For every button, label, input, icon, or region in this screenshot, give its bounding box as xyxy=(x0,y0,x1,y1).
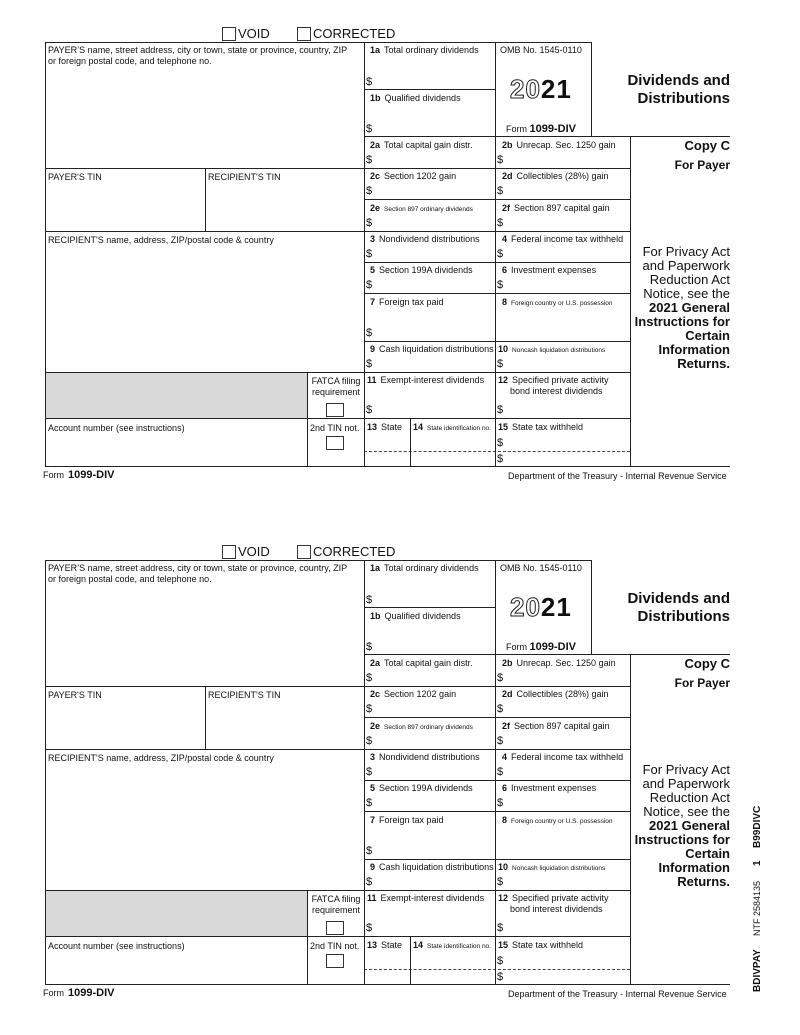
fatca-checkbox[interactable] xyxy=(326,921,344,935)
box-6-label: 6 Investment expenses xyxy=(502,783,597,793)
shaded-area xyxy=(45,891,307,936)
box-4-label: 4 Federal income tax withheld xyxy=(502,752,624,762)
footer-form-label: Form 1099-DIV xyxy=(43,987,115,999)
box-9-dollar: $ xyxy=(366,358,373,370)
side-code: B99DIVC xyxy=(752,805,763,848)
box-5-dollar: $ xyxy=(366,797,373,809)
box-1b-dollar: $ xyxy=(366,641,373,653)
box-15-dollar-2: $ xyxy=(497,971,504,983)
form-title-line2: Distributions xyxy=(637,90,730,107)
box-3-dollar: $ xyxy=(366,766,373,778)
corrected-label: CORRECTED xyxy=(313,26,396,41)
box-3-label: 3 Nondividend distributions xyxy=(370,752,480,762)
box-11-label: 11 Exempt-interest dividends xyxy=(367,893,485,903)
box-4-dollar: $ xyxy=(497,766,504,778)
box-3-label: 3 Nondividend distributions xyxy=(370,234,480,244)
box-12-label-line2: bond interest dividends xyxy=(510,904,603,914)
box-5-label: 5 Section 199A dividends xyxy=(370,783,473,793)
box-2f-dollar: $ xyxy=(497,217,504,229)
form-title-line1: Dividends and xyxy=(627,590,730,607)
box-5-label: 5 Section 199A dividends xyxy=(370,265,473,275)
form-name-box: Form 1099-DIV xyxy=(506,123,576,135)
form-name-box: Form 1099-DIV xyxy=(506,641,576,653)
box-2d-dollar: $ xyxy=(497,703,504,715)
box-2b-dollar: $ xyxy=(497,154,504,166)
box-2e-dollar: $ xyxy=(366,217,373,229)
box-14-label: 14 State identification no. xyxy=(413,422,491,432)
box-2c-dollar: $ xyxy=(366,703,373,715)
second-tin-checkbox[interactable] xyxy=(326,954,344,968)
box-2c-label: 2c Section 1202 gain xyxy=(370,171,457,181)
box-1b-label: 1b Qualified dividends xyxy=(370,611,461,621)
box-7-label: 7 Foreign tax paid xyxy=(370,297,444,307)
box-7-label: 7 Foreign tax paid xyxy=(370,815,444,825)
box-12-dollar: $ xyxy=(497,404,504,416)
box-1b-dollar: $ xyxy=(366,123,373,135)
box-15-label: 15 State tax withheld xyxy=(498,422,584,432)
box-6-dollar: $ xyxy=(497,797,504,809)
box-15-dollar-2: $ xyxy=(497,453,504,465)
recipient-tin-label: RECIPIENT'S TIN xyxy=(208,690,281,700)
footer-form-label: Form 1099-DIV xyxy=(43,469,115,481)
void-label: VOID xyxy=(238,26,270,41)
box-6-label: 6 Investment expenses xyxy=(502,265,597,275)
box-7-dollar: $ xyxy=(366,327,373,339)
corrected-checkbox[interactable] xyxy=(297,545,311,559)
box-11-label: 11 Exempt-interest dividends xyxy=(367,375,485,385)
for-payer-label: For Payer xyxy=(674,676,730,690)
recipient-tin-label: RECIPIENT'S TIN xyxy=(208,172,281,182)
recipient-info-label: RECIPIENT'S name, address, ZIP/postal code & country xyxy=(48,235,274,245)
box-12-label-line2: bond interest dividends xyxy=(510,386,603,396)
corrected-label: CORRECTED xyxy=(313,544,396,559)
box-1a-label: 1a Total ordinary dividends xyxy=(370,45,479,55)
footer-department: Department of the Treasury - Internal Revenue Service xyxy=(508,471,727,481)
side-num: 1 xyxy=(752,860,763,866)
copy-label: Copy C xyxy=(684,138,730,153)
box-2a-label: 2a Total capital gain distr. xyxy=(370,140,473,150)
omb-number: OMB No. 1545-0110 xyxy=(500,45,582,55)
fatca-checkbox[interactable] xyxy=(326,403,344,417)
box-5-dollar: $ xyxy=(366,279,373,291)
box-14-label: 14 State identification no. xyxy=(413,940,491,950)
account-number-label: Account number (see instructions) xyxy=(48,941,185,951)
box-2a-label: 2a Total capital gain distr. xyxy=(370,658,473,668)
payer-tin-label: PAYER'S TIN xyxy=(48,690,102,700)
box-6-dollar: $ xyxy=(497,279,504,291)
box-1a-dollar: $ xyxy=(366,594,373,606)
shaded-area xyxy=(45,373,307,418)
recipient-info-label: RECIPIENT'S name, address, ZIP/postal code & country xyxy=(48,753,274,763)
box-2b-dollar: $ xyxy=(497,672,504,684)
box-11-dollar: $ xyxy=(366,922,373,934)
form-1099-div-top xyxy=(0,0,800,481)
box-9-label: 9 Cash liquidation distributions xyxy=(370,862,494,872)
tax-year: 2021 xyxy=(510,74,572,104)
box-8-label: 8 Foreign country or U.S. possession xyxy=(502,815,613,825)
box-2e-dollar: $ xyxy=(366,735,373,747)
box-2d-label: 2d Collectibles (28%) gain xyxy=(502,171,609,181)
box-2b-label: 2b Unrecap. Sec. 1250 gain xyxy=(502,140,616,150)
box-13-label: 13 State xyxy=(367,940,403,950)
box-9-dollar: $ xyxy=(366,876,373,888)
privacy-notice: For Privacy Act and Paperwork Reduction Act Notice, see the 2021 General Instructions for Certain Information Returns. xyxy=(634,762,730,889)
box-1a-label: 1a Total ordinary dividends xyxy=(370,563,479,573)
account-number-label: Account number (see instructions) xyxy=(48,423,185,433)
payer-tin-label: PAYER'S TIN xyxy=(48,172,102,182)
footer-department: Department of the Treasury - Internal Revenue Service xyxy=(508,989,727,999)
void-checkbox[interactable] xyxy=(222,27,236,41)
form-title-line2: Distributions xyxy=(637,608,730,625)
box-4-label: 4 Federal income tax withheld xyxy=(502,234,624,244)
box-2f-label: 2f Section 897 capital gain xyxy=(502,721,610,731)
privacy-notice: For Privacy Act and Paperwork Reduction Act Notice, see the 2021 General Instructions for Certain Information Returns. xyxy=(634,244,730,371)
box-15-dollar-1: $ xyxy=(497,437,504,449)
box-12-dollar: $ xyxy=(497,922,504,934)
box-2f-dollar: $ xyxy=(497,735,504,747)
box-13-label: 13 State xyxy=(367,422,403,432)
box-2c-dollar: $ xyxy=(366,185,373,197)
box-8-label: 8 Foreign country or U.S. possession xyxy=(502,297,613,307)
box-9-label: 9 Cash liquidation distributions xyxy=(370,344,494,354)
box-4-dollar: $ xyxy=(497,248,504,260)
box-2f-label: 2f Section 897 capital gain xyxy=(502,203,610,213)
box-15-label: 15 State tax withheld xyxy=(498,940,584,950)
box-3-dollar: $ xyxy=(366,248,373,260)
box-10-dollar: $ xyxy=(497,358,504,370)
box-2b-label: 2b Unrecap. Sec. 1250 gain xyxy=(502,658,616,668)
box-1b-label: 1b Qualified dividends xyxy=(370,93,461,103)
box-10-label: 10 Noncash liquidation distributions xyxy=(498,862,606,872)
box-11-dollar: $ xyxy=(366,404,373,416)
second-tin-label: 2nd TIN not. xyxy=(310,423,360,433)
box-2d-dollar: $ xyxy=(497,185,504,197)
fatca-label: FATCA filing requirement xyxy=(311,376,361,397)
second-tin-label: 2nd TIN not. xyxy=(310,941,360,951)
box-2e-label: 2e Section 897 ordinary dividends xyxy=(370,721,473,731)
box-7-dollar: $ xyxy=(366,845,373,857)
box-2a-dollar: $ xyxy=(366,154,373,166)
void-checkbox[interactable] xyxy=(222,545,236,559)
side-ntf: NTF 2584135 xyxy=(752,880,762,936)
payer-info-label: PAYER’S name, street address, city or town, state or province, country, ZIP or foreign postal code, and telephone no. xyxy=(48,563,348,584)
box-12-label: 12 Specified private activity xyxy=(498,893,609,903)
box-1a-dollar: $ xyxy=(366,76,373,88)
side-bdivpay: BDIVPAY xyxy=(752,949,763,992)
copy-label: Copy C xyxy=(684,656,730,671)
payer-info-label: PAYER’S name, street address, city or town, state or province, country, ZIP or foreign postal code, and telephone no. xyxy=(48,45,348,66)
omb-number: OMB No. 1545-0110 xyxy=(500,563,582,573)
form-1099-div-bottom xyxy=(0,518,800,999)
box-10-dollar: $ xyxy=(497,876,504,888)
fatca-label: FATCA filing requirement xyxy=(311,894,361,915)
box-2d-label: 2d Collectibles (28%) gain xyxy=(502,689,609,699)
corrected-checkbox[interactable] xyxy=(297,27,311,41)
box-12-label: 12 Specified private activity xyxy=(498,375,609,385)
second-tin-checkbox[interactable] xyxy=(326,436,344,450)
box-15-dollar-1: $ xyxy=(497,955,504,967)
for-payer-label: For Payer xyxy=(674,158,730,172)
box-10-label: 10 Noncash liquidation distributions xyxy=(498,344,606,354)
void-label: VOID xyxy=(238,544,270,559)
box-2a-dollar: $ xyxy=(366,672,373,684)
box-2c-label: 2c Section 1202 gain xyxy=(370,689,457,699)
form-title-line1: Dividends and xyxy=(627,72,730,89)
box-2e-label: 2e Section 897 ordinary dividends xyxy=(370,203,473,213)
tax-year: 2021 xyxy=(510,592,572,622)
